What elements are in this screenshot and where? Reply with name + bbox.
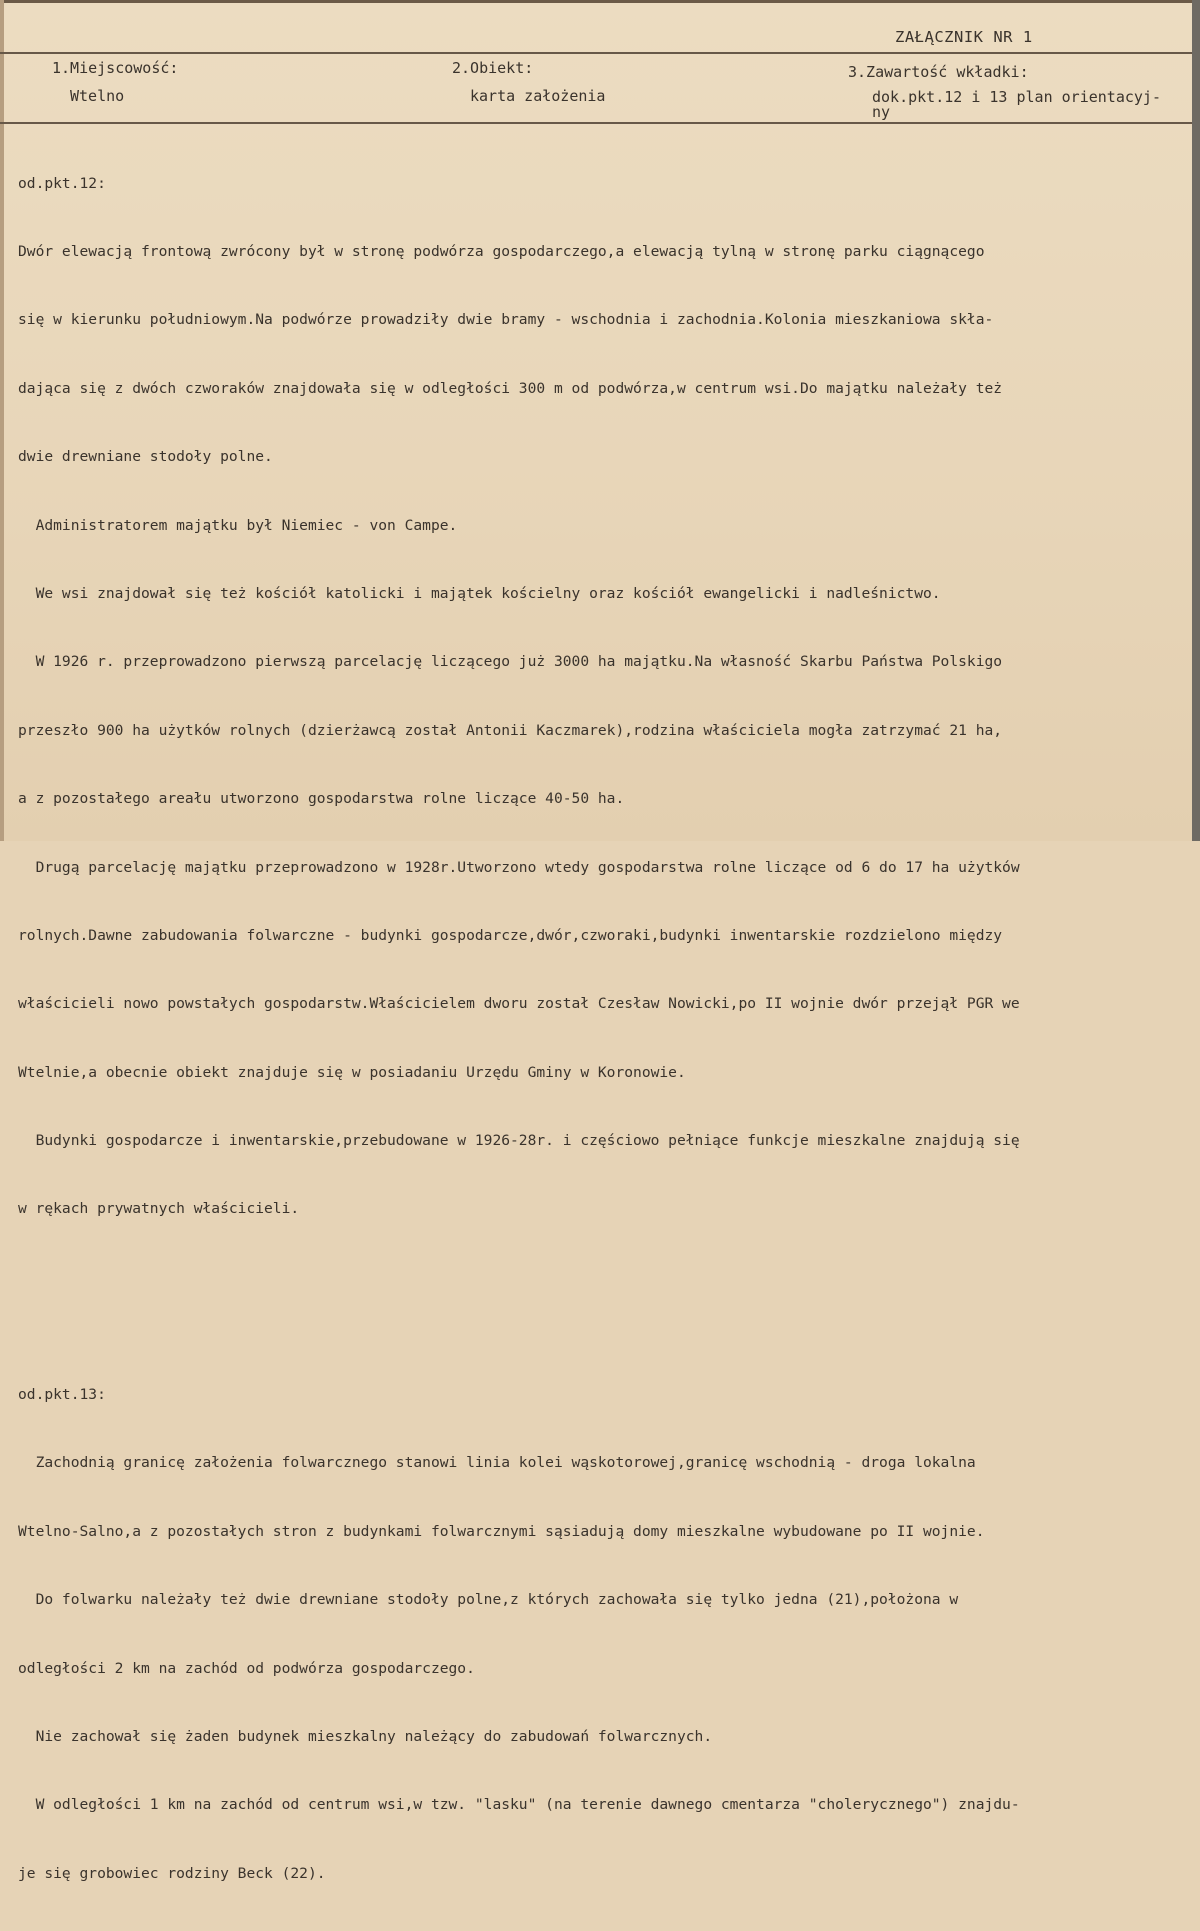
section12-line: a z pozostałego areału utworzono gospodarstwa rolne liczące 40-50 ha. (18, 790, 625, 808)
header-top-rule (0, 52, 1192, 54)
section12-line: Dwór elewacją frontową zwrócony był w stronę podwórza gospodarczego,a elewacją tylną w stronę parku ciągnącego (18, 242, 985, 260)
location-label: 1.Miejscowość: (52, 59, 179, 77)
section12-line: przeszło 900 ha użytków rolnych (dzierżawcą został Antonii Kaczmarek),rodzina właściciela mogła zatrzymać 21 ha, (18, 721, 1003, 739)
section13-line: Nie zachował się żaden budynek mieszkalny należący do zabudowań folwarcznych. (18, 1727, 713, 1745)
section13-line: Wtelno-Salno,a z pozostałych stron z budynkami folwarcznymi sąsiadują domy mieszkalne wybudowane po II wojnie. (18, 1522, 985, 1540)
contents-value (872, 90, 1183, 120)
header-location (52, 58, 178, 106)
document-body (18, 127, 1198, 1931)
section12-line: We wsi znajdował się też kościół katolicki i majątek kościelny oraz kościół ewangelicki i nadleśnictwo. (18, 584, 941, 602)
contents-value-line2: ny (872, 103, 891, 121)
header-bottom-rule (0, 122, 1192, 124)
left-edge (0, 0, 4, 841)
section12-line: rolnych.Dawne zabudowania folwarczne - budynki gospodarcze,dwór,czworaki,budynki inwentarskie rozdzielono między (18, 926, 1003, 944)
section13-heading: od.pkt.13: (18, 1386, 106, 1404)
section13-line: Zachodnią granicę założenia folwarcznego stanowi linia kolei wąskotorowej,granicę wschodnią - droga lokalna (18, 1454, 976, 1472)
object-value: karta założenia (470, 87, 606, 105)
header-object (452, 58, 605, 106)
contents-label: 3.Zawartość wkładki: (848, 63, 1029, 81)
section13-line: odległości 2 km na zachód od podwórza gospodarczego. (18, 1659, 475, 1677)
section12-line: się w kierunku południowym.Na podwórze prowadziły dwie bramy - wschodnia i zachodnia.Kolonia mieszkaniowa skła- (18, 311, 994, 329)
section12-line: Budynki gospodarcze i inwentarskie,przebudowane w 1926-28r. i częściowo pełniące funkcje mieszkalne znajdują się (18, 1132, 1020, 1150)
section12-line: właścicieli nowo powstałych gospodarstw.Właścicielem dworu został Czesław Nowicki,po II wojnie dwór przejął PGR we (18, 995, 1020, 1013)
section12-line: Wtelnie,a obecnie obiekt znajduje się w posiadaniu Urzędu Gminy w Koronowie. (18, 1063, 686, 1081)
contents-value-line1: dok.pkt.12 i 13 plan orientacyj- (872, 88, 1161, 106)
top-edge (0, 0, 1200, 3)
section-gap (18, 1290, 1198, 1316)
section13-line: Do folwarku należały też dwie drewniane stodoły polne,z których zachowała się tylko jedna (21),położona w (18, 1591, 959, 1609)
section12-line: dwie drewniane stodoły polne. (18, 448, 273, 466)
location-value: Wtelno (70, 87, 125, 105)
object-label: 2.Obiekt: (452, 59, 534, 77)
attachment-label: ZAŁĄCZNIK NR 1 (895, 28, 1033, 46)
section12-line: w rękach prywatnych właścicieli. (18, 1200, 300, 1218)
header-contents (848, 62, 1183, 120)
section12-line: dająca się z dwóch czworaków znajdowała się w odległości 300 m od podwórza,w centrum wsi.Do majątku należały też (18, 379, 1003, 397)
section13-line: je się grobowiec rodziny Beck (22). (18, 1864, 326, 1882)
section13-line: W odległości 1 km na zachód od centrum wsi,w tzw. "lasku" (na terenie dawnego cmentarza "cholerycznego") znajdu- (18, 1796, 1020, 1814)
section12-line: Drugą parcelację majątku przeprowadzono w 1928r.Utworzono wtedy gospodarstwa rolne liczące od 6 do 17 ha użytków (18, 858, 1020, 876)
section12-heading: od.pkt.12: (18, 174, 106, 192)
section12-line: W 1926 r. przeprowadzono pierwszą parcelację liczącego już 3000 ha majątku.Na własność Skarbu Państwa Polskigo (18, 653, 1003, 671)
section12-line: Administratorem majątku był Niemiec - von Campe. (18, 516, 458, 534)
